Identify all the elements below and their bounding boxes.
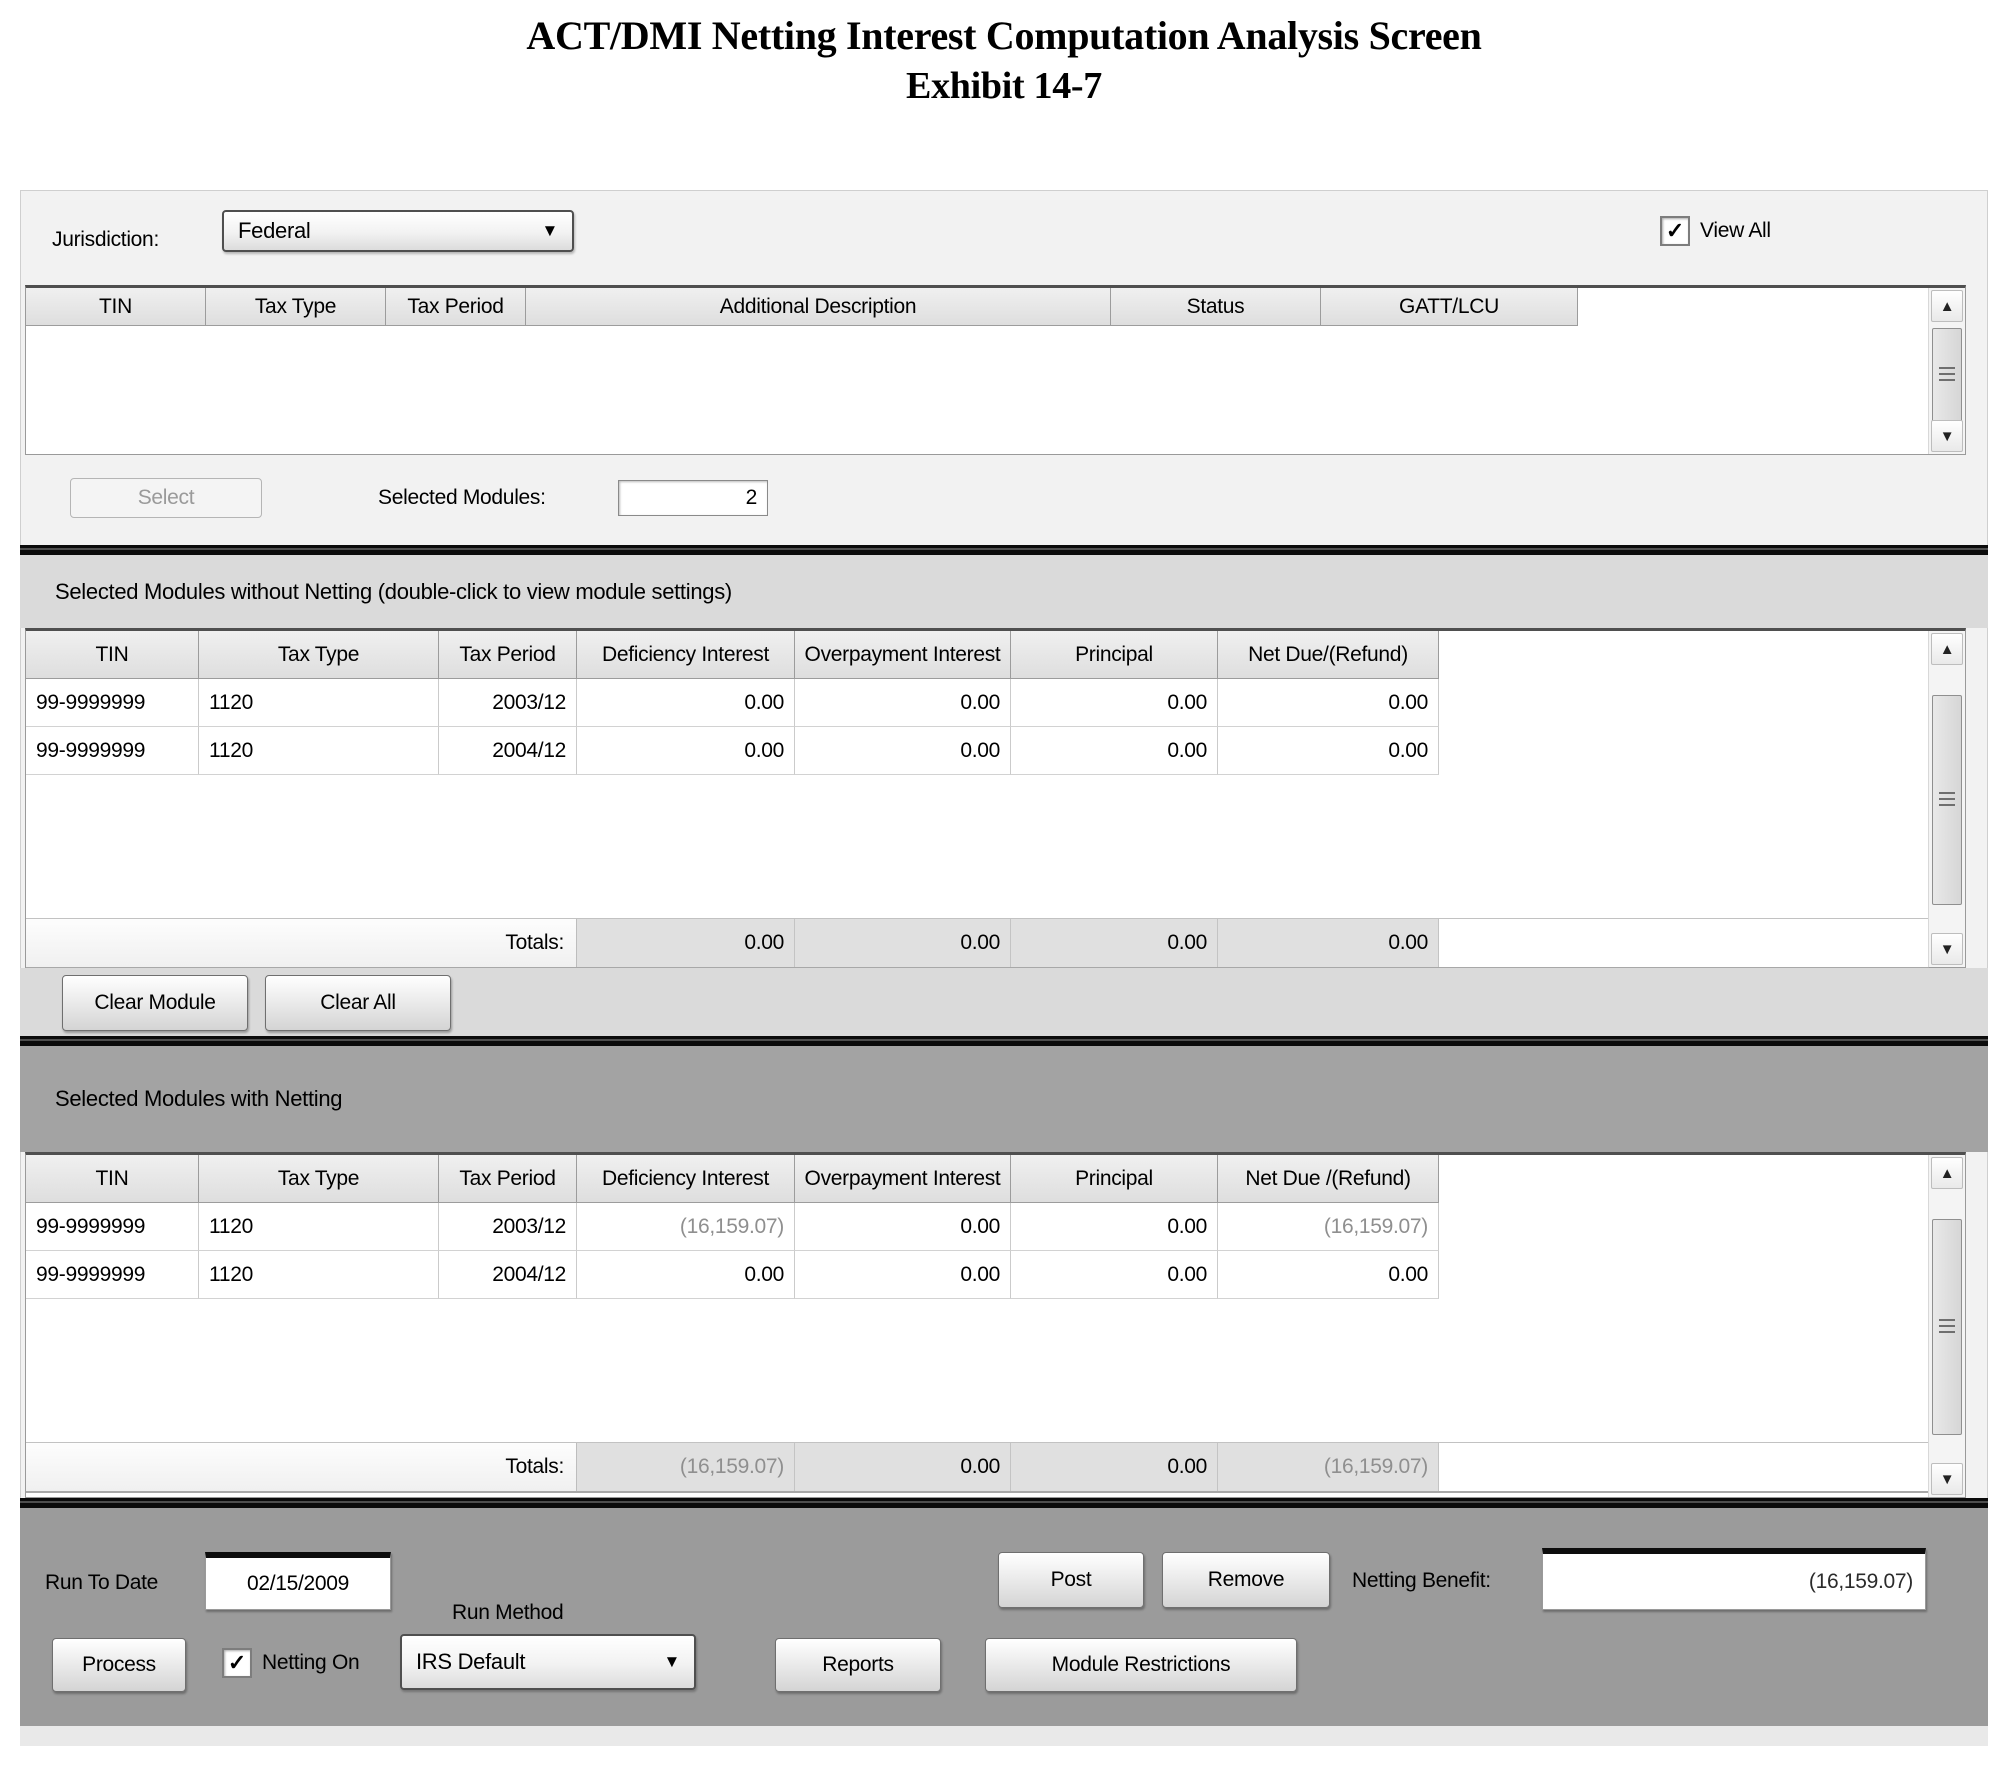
cell-tin: 99-9999999: [26, 679, 199, 727]
total-principal: 0.00: [1011, 919, 1218, 967]
run-method-label: Run Method: [452, 1601, 564, 1624]
cell-tax-period: 2004/12: [439, 727, 577, 775]
scroll-down-icon[interactable]: ▼: [1931, 420, 1963, 452]
run-to-date-field[interactable]: 02/15/2009: [205, 1552, 391, 1610]
table-row[interactable]: [26, 727, 1965, 775]
with-netting-table: [25, 1152, 1966, 1498]
view-all-checkbox[interactable]: [1660, 216, 1771, 246]
scroll-up-icon[interactable]: ▲: [1931, 633, 1963, 665]
cell-tin: 99-9999999: [26, 727, 199, 775]
scroll-thumb[interactable]: [1932, 328, 1962, 422]
chevron-down-icon: ▼: [541, 221, 558, 240]
cell-tax-type: 1120: [199, 1203, 439, 1251]
cell-overpayment: 0.00: [795, 727, 1011, 775]
jurisdiction-label: Jurisdiction:: [52, 228, 159, 251]
cell-principal: 0.00: [1011, 1251, 1218, 1299]
scroll-thumb[interactable]: [1932, 1219, 1962, 1435]
totals-label: Totals:: [26, 919, 577, 967]
totals-row: [26, 918, 1929, 967]
col-net-due[interactable]: Net Due /(Refund): [1218, 1155, 1439, 1203]
separator: [20, 1498, 1988, 1508]
scroll-up-icon[interactable]: ▲: [1931, 1157, 1963, 1189]
col-tin[interactable]: TIN: [26, 631, 199, 679]
footer-panel: [20, 1508, 1988, 1726]
modules-table-header: [26, 288, 1929, 326]
total-principal: 0.00: [1011, 1443, 1218, 1491]
run-method-value: IRS Default: [416, 1649, 526, 1674]
cell-deficiency: 0.00: [577, 679, 795, 727]
run-method-dropdown[interactable]: [400, 1634, 696, 1690]
cell-principal: 0.00: [1011, 727, 1218, 775]
view-all-label: View All: [1700, 219, 1771, 242]
cell-tax-period: 2003/12: [439, 679, 577, 727]
total-deficiency: 0.00: [577, 919, 795, 967]
total-net-due: 0.00: [1218, 919, 1439, 967]
scroll-thumb[interactable]: [1932, 695, 1962, 905]
total-deficiency: (16,159.07): [577, 1443, 795, 1491]
cell-tax-type: 1120: [199, 1251, 439, 1299]
separator: [20, 545, 1988, 555]
jurisdiction-dropdown[interactable]: [222, 210, 574, 252]
jurisdiction-value: Federal: [238, 218, 311, 243]
reports-button[interactable]: Reports: [775, 1638, 941, 1692]
cell-overpayment: 0.00: [795, 679, 1011, 727]
scroll-down-icon[interactable]: ▼: [1931, 933, 1963, 965]
cell-tax-period: 2003/12: [439, 1203, 577, 1251]
with-netting-scrollbar[interactable]: [1928, 1155, 1965, 1497]
scroll-down-icon[interactable]: ▼: [1931, 1463, 1963, 1495]
selected-modules-label: Selected Modules:: [378, 486, 546, 509]
col-tin[interactable]: TIN: [26, 1155, 199, 1203]
clear-all-button[interactable]: Clear All: [265, 975, 451, 1031]
check-icon: ✓: [1665, 218, 1685, 243]
cell-tin: 99-9999999: [26, 1251, 199, 1299]
selected-modules-count: 2: [618, 480, 768, 516]
col-tax-period[interactable]: Tax Period: [439, 1155, 577, 1203]
modules-table-scrollbar[interactable]: [1928, 288, 1965, 454]
totals-label: Totals:: [26, 1443, 577, 1491]
thumb-grip-icon: [1939, 367, 1955, 383]
with-netting-header: [26, 1155, 1929, 1203]
page-subtitle: Exhibit 14-7: [906, 65, 1102, 107]
cell-net-due: (16,159.07): [1218, 1203, 1439, 1251]
cell-net-due: 0.00: [1218, 679, 1439, 727]
col-tin[interactable]: TIN: [26, 288, 206, 326]
netting-benefit-field[interactable]: (16,159.07): [1542, 1548, 1926, 1610]
col-tax-type[interactable]: Tax Type: [199, 1155, 439, 1203]
col-tax-type[interactable]: Tax Type: [206, 288, 386, 326]
totals-row: [26, 1442, 1929, 1491]
cell-principal: 0.00: [1011, 1203, 1218, 1251]
remove-button[interactable]: Remove: [1162, 1552, 1330, 1608]
cell-tin: 99-9999999: [26, 1203, 199, 1251]
col-additional-description[interactable]: Additional Description: [526, 288, 1111, 326]
clear-module-button[interactable]: Clear Module: [62, 975, 248, 1031]
total-overpayment: 0.00: [795, 919, 1011, 967]
col-status[interactable]: Status: [1111, 288, 1321, 326]
cell-principal: 0.00: [1011, 679, 1218, 727]
cell-net-due: 0.00: [1218, 1251, 1439, 1299]
post-button[interactable]: Post: [998, 1552, 1144, 1608]
col-tax-type[interactable]: Tax Type: [199, 631, 439, 679]
module-restrictions-button[interactable]: Module Restrictions: [985, 1638, 1297, 1692]
checkbox-box[interactable]: [1660, 216, 1690, 246]
total-net-due: (16,159.07): [1218, 1443, 1439, 1491]
netting-benefit-label: Netting Benefit:: [1352, 1569, 1491, 1592]
thumb-grip-icon: [1939, 1319, 1955, 1335]
select-button[interactable]: Select: [70, 478, 262, 518]
cell-net-due: 0.00: [1218, 727, 1439, 775]
check-icon: ✓: [227, 1650, 247, 1675]
with-netting-title: Selected Modules with Netting: [55, 1086, 343, 1111]
table-row[interactable]: [26, 679, 1965, 727]
cell-deficiency: 0.00: [577, 727, 795, 775]
col-net-due[interactable]: Net Due/(Refund): [1218, 631, 1439, 679]
cell-overpayment: 0.00: [795, 1203, 1011, 1251]
modules-table: [25, 285, 1966, 455]
page-title: ACT/DMI Netting Interest Computation Analysis Screen: [526, 13, 1482, 58]
cell-tax-type: 1120: [199, 679, 439, 727]
chevron-down-icon: ▼: [663, 1652, 680, 1671]
cell-overpayment: 0.00: [795, 1251, 1011, 1299]
col-principal[interactable]: Principal: [1011, 1155, 1218, 1203]
col-principal[interactable]: Principal: [1011, 631, 1218, 679]
total-overpayment: 0.00: [795, 1443, 1011, 1491]
thumb-grip-icon: [1939, 792, 1955, 808]
cell-deficiency: (16,159.07): [577, 1203, 795, 1251]
cell-tax-type: 1120: [199, 727, 439, 775]
col-tax-period[interactable]: Tax Period: [386, 288, 526, 326]
col-tax-period[interactable]: Tax Period: [439, 631, 577, 679]
run-to-date-label: Run To Date: [45, 1571, 159, 1594]
without-netting-table: [25, 628, 1966, 968]
without-netting-title: Selected Modules without Netting (double-click to view module settings): [55, 578, 732, 604]
without-netting-section-bar: [20, 555, 1988, 628]
with-netting-section-bar: [20, 1046, 1988, 1152]
process-button[interactable]: Process: [52, 1638, 186, 1692]
col-overpayment-interest[interactable]: Overpayment Interest: [795, 631, 1011, 679]
footer-strip: [20, 1726, 1988, 1746]
table-row[interactable]: [26, 1251, 1965, 1299]
netting-on-checkbox[interactable]: [222, 1648, 359, 1678]
col-overpayment-interest[interactable]: Overpayment Interest: [795, 1155, 1011, 1203]
separator: [20, 1036, 1988, 1046]
scroll-up-icon[interactable]: ▲: [1931, 290, 1963, 322]
without-netting-scrollbar[interactable]: [1928, 631, 1965, 967]
col-deficiency-interest[interactable]: Deficiency Interest: [577, 631, 795, 679]
netting-on-label: Netting On: [262, 1651, 360, 1674]
cell-deficiency: 0.00: [577, 1251, 795, 1299]
table-row[interactable]: [26, 1203, 1965, 1251]
checkbox-box[interactable]: [222, 1648, 252, 1678]
col-gatt-lcu[interactable]: GATT/LCU: [1321, 288, 1578, 326]
without-netting-header: [26, 631, 1929, 679]
col-deficiency-interest[interactable]: Deficiency Interest: [577, 1155, 795, 1203]
cell-tax-period: 2004/12: [439, 1251, 577, 1299]
